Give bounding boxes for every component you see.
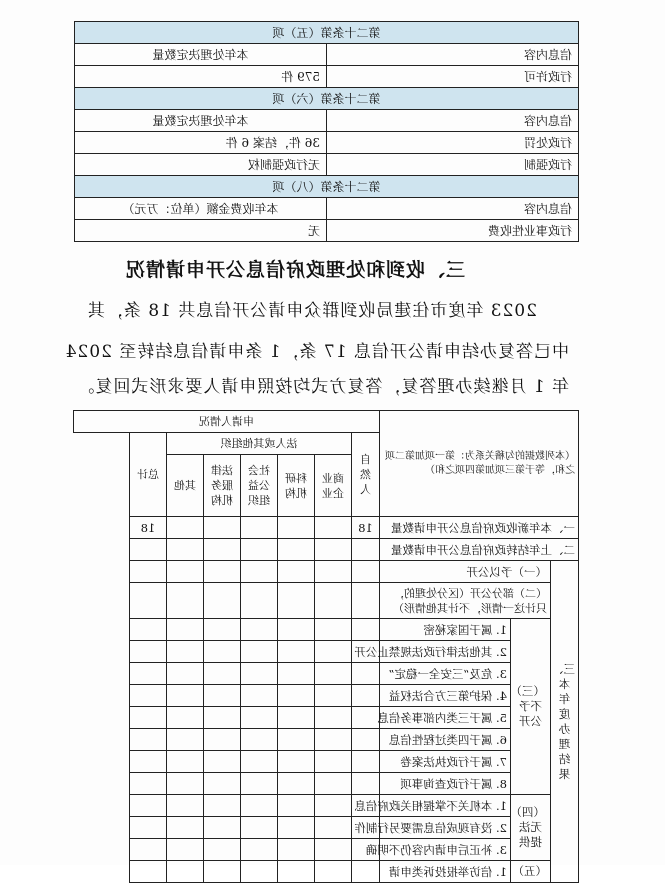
table-row [75,198,579,220]
legal-type-header: 科研机构 [277,455,314,517]
section-header-cell: 第二十条第（八）项 [75,176,579,198]
row-value-cell: 本年收费金额（单位：万元） [75,198,327,220]
row-label-cell: 信息内容 [327,198,579,220]
row-value-cell: 本年处理决定数量 [75,110,327,132]
table-row [73,729,578,751]
row-label: 1. 本机关不掌握相关政府信息 [379,795,510,817]
table-row [75,176,579,198]
table-row [73,539,578,561]
natural-person-header: 自然人 [351,433,379,517]
not-processed-label: （五） [511,861,551,883]
row-label-cell: 行政事业性收费 [327,220,579,242]
row-label: 2. 没有现成信息需要另行制作 [379,817,510,839]
legal-type-header: 法律服务机构 [203,455,240,517]
row-label-cell: 信息内容 [327,44,579,66]
legal-type-header: 社会公益组织 [240,455,277,517]
table-row [73,619,578,641]
row-label: （一）予以公开 [379,561,550,583]
table-corner-note: （本列数据的勾稽关系为：第一项加第二项之和，等于第三项加第四项之和） [379,411,578,517]
legal-type-header: 商业企业 [314,455,351,517]
row-label: 5. 属于三类内部事务信息 [379,707,510,729]
not-public-label: （三）不予公开 [511,619,551,795]
table-row [75,44,579,66]
paragraph-line-1: 2023 年度市住建局收到群众申请公开信息共 18 条，其 [86,301,537,321]
results-label: 三、本年度办理结果 [551,561,579,883]
table-row [73,663,578,685]
row-label: 6. 属于四类过程性信息 [379,729,510,751]
table-row [73,839,578,861]
table-row [75,132,579,154]
total-header: 总计 [129,433,166,517]
section-header-cell: 第二十条第（六）项 [75,88,579,110]
paragraph-line-3: 年 1 月继续办理答复，答复方式均按照申请人要求形式回复。 [76,377,569,397]
row-label: 2. 其他法律行政法规禁止公开 [379,641,510,663]
row-label: 一、本年新收政府信息公开申请数量 [379,517,578,539]
row-value-cell: 36 件，结案 6 件 [75,132,327,154]
section-heading: 三、收到和处理政府信息公开申请情况 [124,259,465,281]
table-row [73,517,578,539]
table-row [73,561,578,583]
legal-type-header: 其他 [166,455,203,517]
table-row [73,583,578,619]
row-label: 4. 保护第三方合法权益 [379,685,510,707]
row-label: 3. 补正后申请内容仍不明确 [379,839,510,861]
row-label: 7. 属于行政执法案卷 [379,751,510,773]
row-label: （二）部分公开（区分处理的，只计这一情形，不计其他情形） [379,583,550,619]
application-stats-table [73,410,579,883]
disclosure-table-top [74,21,579,242]
row-value-cell: 无 [75,220,327,242]
paragraph-line-2: 中已答复办结申请公开信息 17 条，1 条申请信息结转至 2024 [64,342,569,362]
cannot-provide-label: （四）无法提供 [511,795,551,861]
table-row [75,220,579,242]
row-value-cell: 无行政强制权 [75,154,327,176]
table-row [73,751,578,773]
row-value-cell: 579 件 [75,66,327,88]
row-label: 3. 危及“三安全一稳定” [379,663,510,685]
table-row [73,773,578,795]
table-row [73,817,578,839]
row-label-cell: 行政强制 [327,154,579,176]
table-row [75,22,579,44]
row-label: 二、上年结转政府信息公开申请数量 [379,539,578,561]
row-label: 1. 信访举报投诉类申请 [379,861,510,883]
natural-person-count: 18 [351,517,379,539]
table-row [73,641,578,663]
row-label: 1. 属于国家秘密 [379,619,510,641]
table-row [75,110,579,132]
section-header-cell: 第二十条第（五）项 [75,22,579,44]
row-label-cell: 信息内容 [327,110,579,132]
table-row [73,707,578,729]
total-count: 18 [129,517,166,539]
row-value-cell: 本年处理决定数量 [75,44,327,66]
row-label: 8. 属于行政查询事项 [379,773,510,795]
legal-group-header: 法人或其他组织 [166,433,351,455]
applicant-header: 申请人情况 [73,411,379,433]
row-label-cell: 行政处罚 [327,132,579,154]
table-row [75,66,579,88]
table-row [73,795,578,817]
table-row [75,154,579,176]
table-row [73,861,578,883]
table-row [73,685,578,707]
table-row [75,88,579,110]
row-label-cell: 行政许可 [327,66,579,88]
